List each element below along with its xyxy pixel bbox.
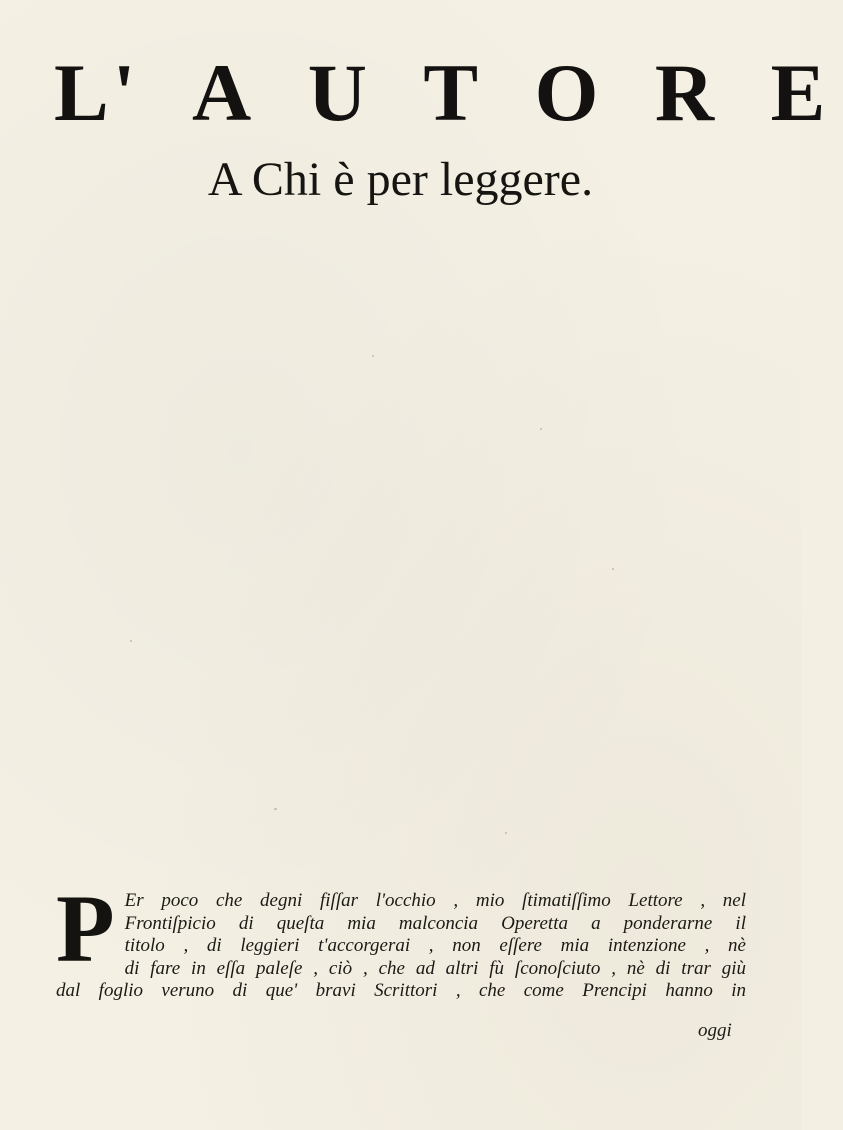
heading-letter: E bbox=[770, 47, 830, 138]
paragraph-line: dal foglio veruno di que' bravi Scrittori , che come Prencipi hanno in bbox=[56, 980, 746, 1001]
drop-cap: P bbox=[56, 875, 115, 982]
body-paragraph bbox=[56, 875, 746, 1003]
paragraph-line: Er poco che degni fiſſar l'occhio , mio ſtimatiſſimo Lettore , nel bbox=[124, 890, 746, 911]
heading-letter: R bbox=[654, 47, 719, 138]
paper-speck bbox=[372, 355, 374, 357]
page-heading bbox=[40, 47, 830, 138]
catchword: oggi bbox=[698, 1020, 732, 1041]
heading-letter: O bbox=[534, 47, 603, 138]
heading-letter: A bbox=[191, 47, 256, 138]
paper-speck bbox=[130, 640, 132, 642]
page-subheading: A Chi è per leggere. bbox=[207, 153, 594, 206]
heading-letter: L' bbox=[54, 47, 140, 138]
heading-letter: T bbox=[423, 47, 483, 138]
paragraph-line: titolo , di leggieri t'accorgerai , non eſſere mia intenzione , nè bbox=[124, 935, 746, 956]
paragraph-line: di fare in eſſa paleſe , ciò , che ad altri fù ſconoſciuto , nè di trar giù bbox=[124, 957, 746, 979]
paragraph-line: Frontiſpicio di queſta mia malconcia Operetta a ponderarne il bbox=[124, 912, 746, 934]
heading-letter: U bbox=[307, 47, 371, 138]
paper-speck bbox=[612, 568, 614, 570]
paper-speck bbox=[274, 808, 277, 810]
paper-speck bbox=[505, 832, 507, 834]
paper-speck bbox=[540, 428, 542, 430]
